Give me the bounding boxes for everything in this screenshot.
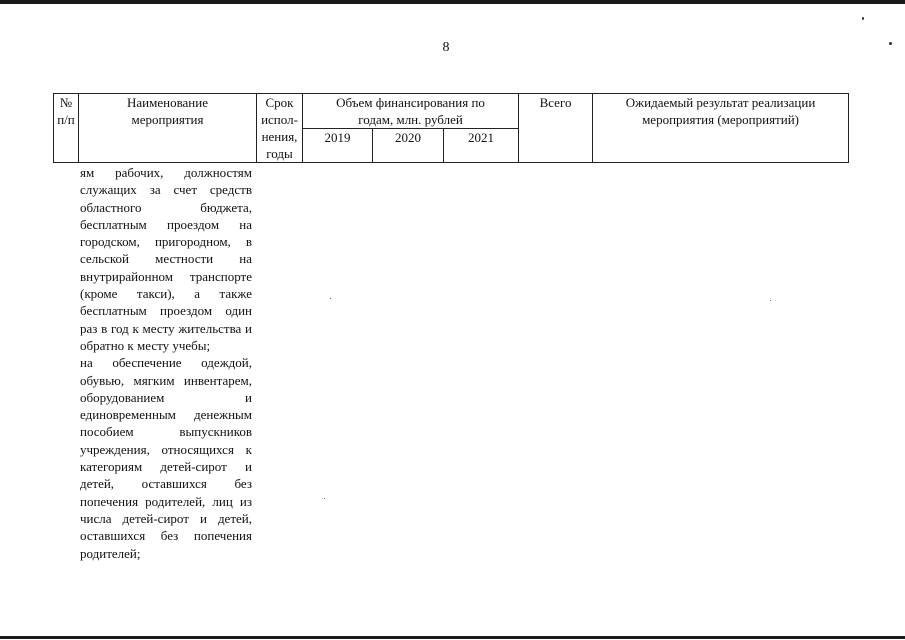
header-year-2019: 2019 <box>303 129 373 163</box>
header-col-number <box>54 94 79 163</box>
scan-speck <box>862 17 864 20</box>
header-col-term <box>257 94 303 163</box>
header-col-term-line-3: нения, <box>261 129 298 144</box>
header-col-result <box>593 94 849 163</box>
scan-border-bottom <box>0 636 905 639</box>
header-col-name <box>79 94 257 163</box>
table-header <box>53 93 849 163</box>
activity-description <box>80 164 252 562</box>
header-col-term-line-1: Срок <box>265 95 294 110</box>
body-paragraph-2: на обеспечение одеждой, обувью, мягким инвентарем, оборудованием и единовременным денежным пособием выпускников учреждения, относящихся к категориям детей-сирот и детей, оставшихся без попечения родителей, лиц из числа детей-сирот и детей, оставшихся без попечения родителей; <box>80 355 252 561</box>
header-col-result-line-1: Ожидаемый результат реализации <box>625 95 816 110</box>
header-col-funding <box>303 94 519 129</box>
scan-speck <box>330 298 331 299</box>
scan-speck <box>770 300 771 301</box>
body-paragraph-1: ям рабочих, должностям служащих за счет средств областного бюджета, бесплатным проездом на городском, пригородном, в сельской местности на внутрирайонном транспорте (кроме такси), а также бесплатным проездом один раз в год к месту жительства и обратно к месту учебы; <box>80 165 252 353</box>
header-col-total: Всего <box>519 94 593 163</box>
header-col-result-line-2: мероприятия (мероприятий) <box>642 112 799 127</box>
page-number: 8 <box>442 40 450 55</box>
header-year-2020: 2020 <box>373 129 444 163</box>
header-col-term-line-2: испол- <box>261 112 298 127</box>
header-col-name-line-2: мероприятия <box>131 112 204 127</box>
header-col-number-line-2: п/п <box>57 112 75 127</box>
header-col-funding-line-1: Объем финансирования по <box>336 95 485 110</box>
scan-speck <box>324 498 325 499</box>
header-col-funding-line-2: годам, млн. рублей <box>358 112 463 127</box>
header-col-term-line-4: годы <box>266 146 293 161</box>
header-col-number-line-1: № <box>59 95 73 110</box>
scan-speck <box>889 42 892 45</box>
scan-border-top <box>0 0 905 4</box>
header-col-name-line-1: Наименование <box>127 95 208 110</box>
header-year-2021: 2021 <box>444 129 519 163</box>
